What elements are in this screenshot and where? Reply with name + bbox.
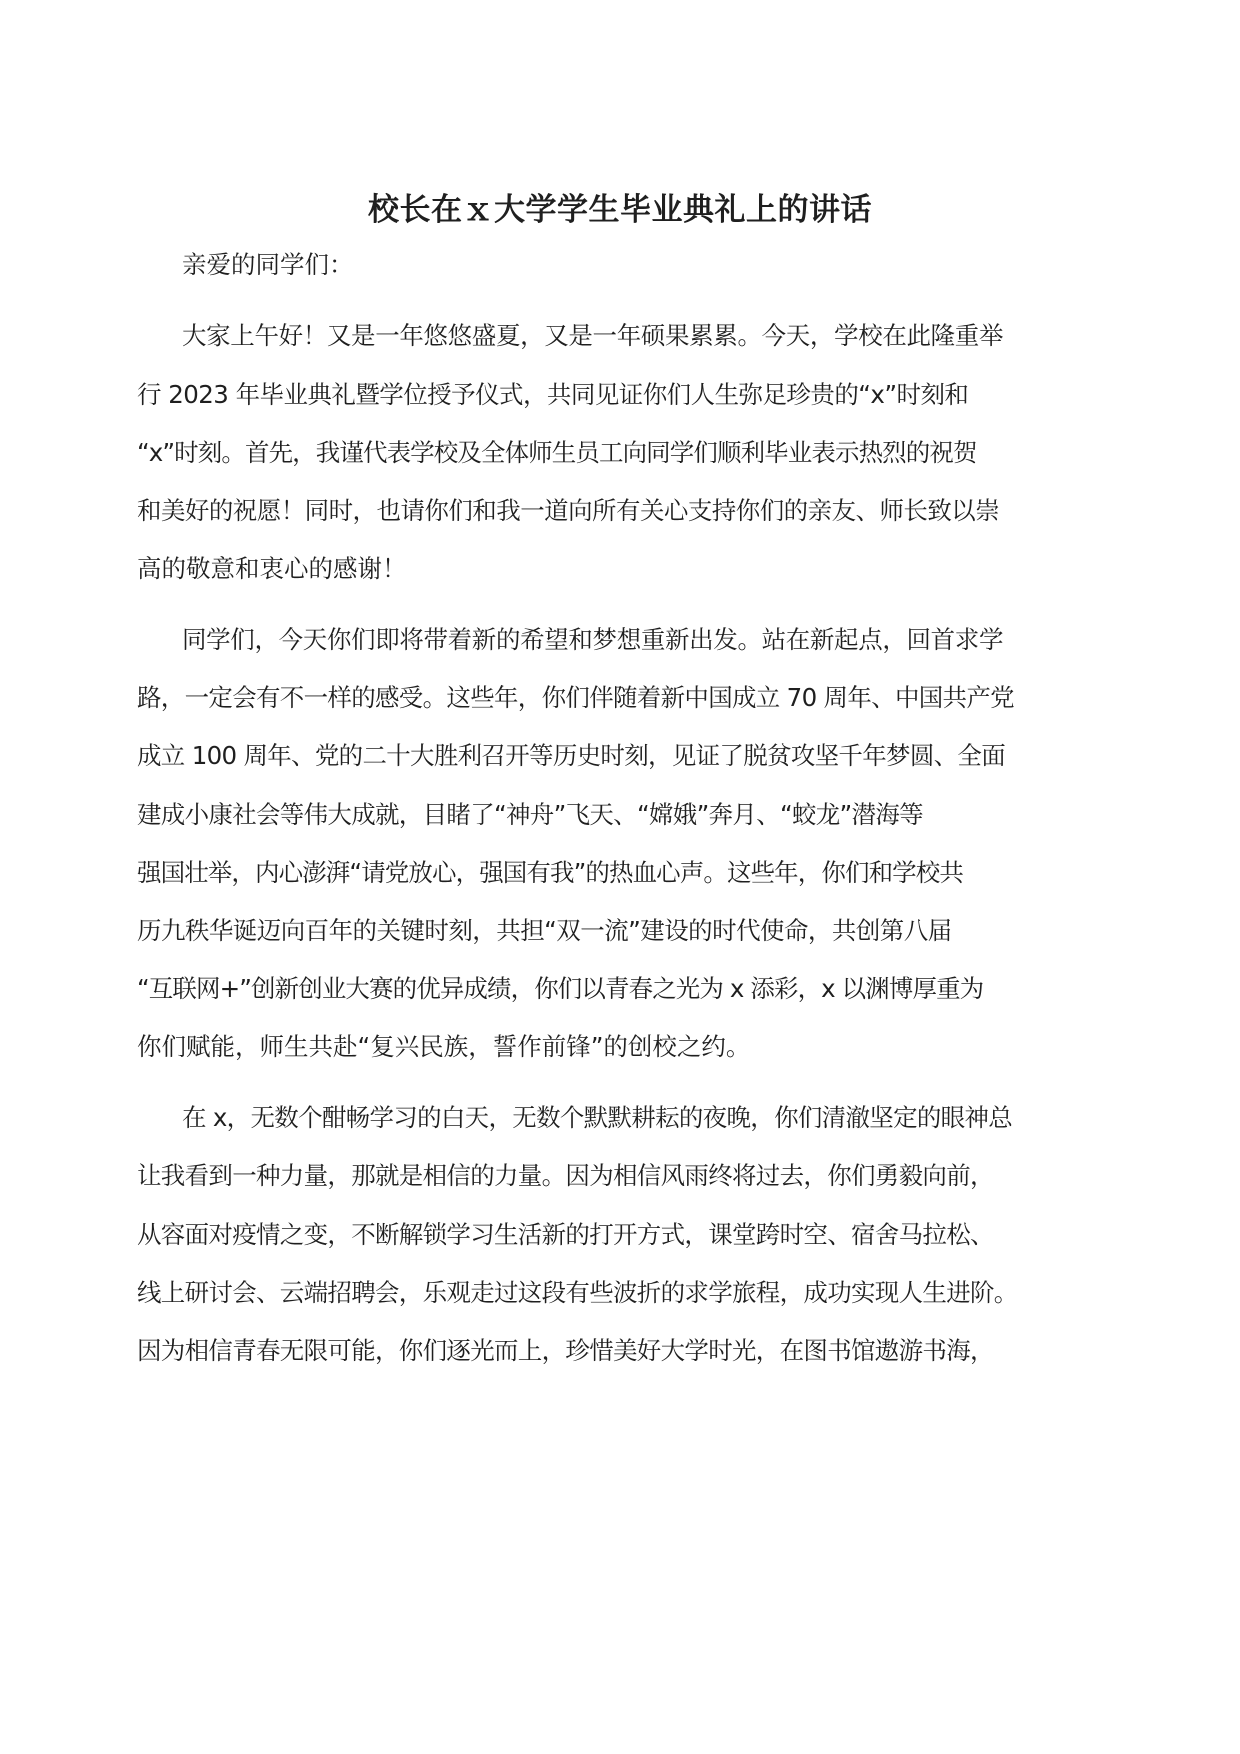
paragraph-line: 线上研讨会、云端招聘会，乐观走过这段有些波折的求学旅程，成功实现人生进阶。	[137, 1278, 1018, 1307]
paragraph-line: 和美好的祝愿！同时，也请你们和我一道向所有关心支持你们的亲友、师长致以崇	[137, 496, 1000, 525]
paragraph-line: 成立 100 周年、党的二十大胜利召开等历史时刻，见证了脱贫攻坚千年梦圆、全面	[137, 741, 1006, 770]
document-title: 校长在ｘ大学学生毕业典礼上的讲话	[368, 192, 872, 228]
paragraph-line: 大家上午好！又是一年悠悠盛夏，又是一年硕果累累。今天，学校在此隆重举	[182, 321, 1004, 350]
paragraph-line: 从容面对疫情之变，不断解锁学习生活新的打开方式，课堂跨时空、宿舍马拉松、	[137, 1220, 994, 1249]
paragraph-line: “互联网+”创新创业大赛的优异成绩，你们以青春之光为 x 添彩，x 以渊博厚重为	[137, 974, 984, 1003]
paragraph-line: “x”时刻。首先，我谨代表学校及全体师生员工向同学们顺利毕业表示热烈的祝贺	[137, 438, 977, 467]
paragraph-line: 强国壮举，内心澎湃“请党放心，强国有我”的热血心声。这些年，你们和学校共	[137, 858, 963, 887]
paragraph-line: 你们赋能，师生共赴“复兴民族，誓作前锋”的创校之约。	[137, 1032, 751, 1061]
paragraph-line: 同学们，今天你们即将带着新的希望和梦想重新出发。站在新起点，回首求学	[182, 625, 1004, 654]
paragraph-line: 高的敬意和衷心的感谢！	[137, 554, 407, 583]
salutation: 亲爱的同学们：	[182, 250, 354, 279]
paragraph-line: 在 x，无数个酣畅学习的白天，无数个默默耕耘的夜晚，你们清澈坚定的眼神总	[182, 1103, 1013, 1132]
paragraph-line: 建成小康社会等伟大成就，目睹了“神舟”飞天、“嫦娥”奔月、“蛟龙”潜海等	[137, 800, 923, 829]
paragraph-line: 路，一定会有不一样的感受。这些年，你们伴随着新中国成立 70 周年、中国共产党	[137, 683, 1014, 712]
paragraph-line: 让我看到一种力量，那就是相信的力量。因为相信风雨终将过去，你们勇毅向前，	[137, 1161, 994, 1190]
paragraph-line: 因为相信青春无限可能，你们逐光而上，珍惜美好大学时光，在图书馆遨游书海，	[137, 1336, 994, 1365]
paragraph-line: 行 2023 年毕业典礼暨学位授予仪式，共同见证你们人生弥足珍贵的“x”时刻和	[137, 380, 969, 409]
paragraph-line: 历九秩华诞迈向百年的关键时刻，共担“双一流”建设的时代使命，共创第八届	[137, 916, 952, 945]
